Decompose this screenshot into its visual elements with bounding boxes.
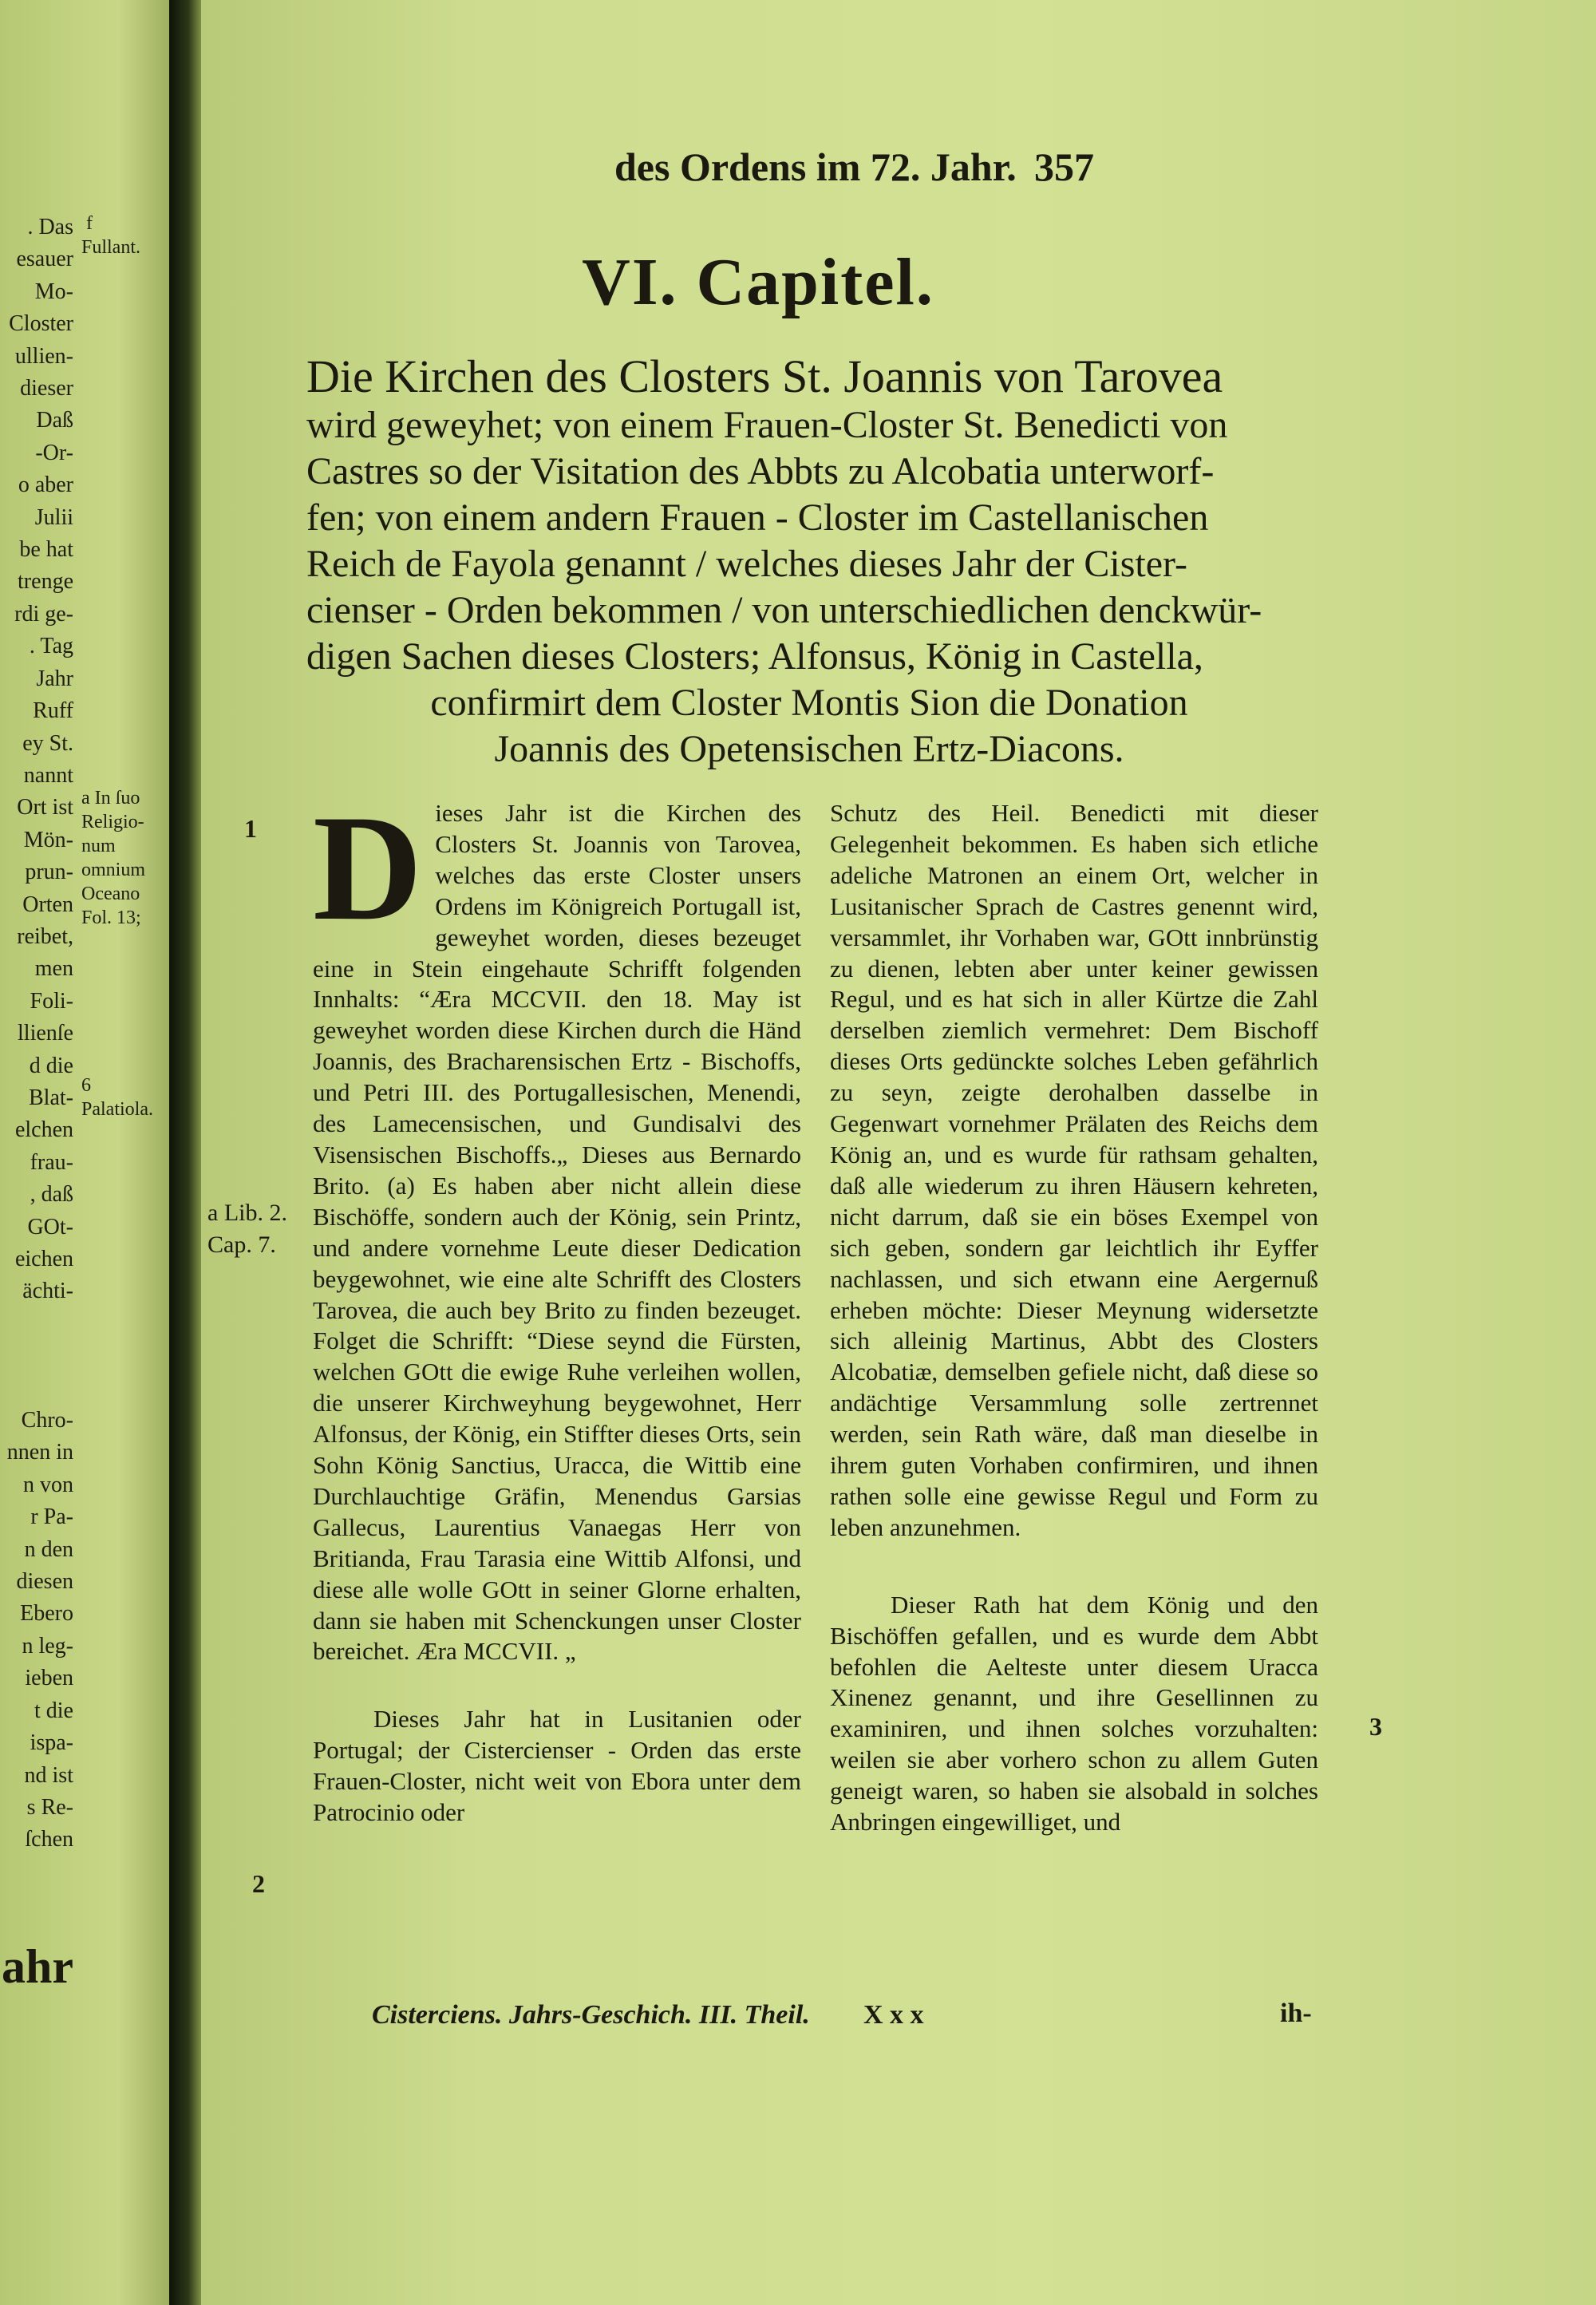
summary-line: digen Sachen dieses Closters; Alfonsus, König in Castella, xyxy=(306,635,1203,678)
margin-note-a xyxy=(207,1197,287,1261)
paragraph-1 xyxy=(313,785,801,1667)
paragraph-1-text: ieses Jahr ist die Kirchen des Closters St. Joannis von Tarovea, welches das erste Closter unsers Ordens im Königreich Portugall ist, geweyhet worden, dieses bezeuget eine in Stein eingehaute Schrifft folgenden Innhalts: “Æra MCCVII. den 18. May ist geweyhet worden diese Kirchen durch die Händ Joannis, des Bracharensischen Ertz - Bischoffs, und Petri III. des Portugallesischen, Menendi, des Lamecensischen, und Gundisalvi des Visensischen Bischoffs.„ Dieses aus Bernardo Brito. (a) Es haben aber nicht allein diese Bischöffe, sondern auch der König, sein Printz, und andere vornehme Leute dieser Dedication beygewohnet, wie eine alte Schrifft des Closters Tarovea, die auch bey Brito zu finden bezeuget. Folget die Schrifft: “Diese seynd die Fürsten, welchen GOtt die ewige Ruhe verleihen wollen, die unserer Kirchweyhung beygewohnet, Herr Alfonsus, der König, ein Stiffter dieses Orts, sein Sohn König Sanctius, Uracca, die Wittib eine Durchlauchtige Gräfin, Menendus Garsias Gallecus, Laurentius Vanaegas Herr von Britianda, Frau Tarasia eine Wittib Alfonsi, und diese alle wolle GOtt in seiner Glorne erhalten, dann sie haben mit Schenckungen unser Closter bereichet. Æra MCCVII. „ xyxy=(313,799,801,1666)
paragraph-1-continued: Schutz des Heil. Benedicti mit dieser Gelegenheit bekommen. Es haben sich etliche adeliche Matronen an einem Ort, welcher in Lusitanischer Sprach de Castres genennt wird, versammlet, ihr Vorhaben war, GOtt innbrünstig zu dienen, lebten aber unter keiner gewissen Regul, und es hat sich in aller Kürtze die Zahl derselben ziemlich vermehret: Dem Bischoff dieses Orts gedünckte solches Leben gefährlich zu seyn, zeigte derohalben dasselbe in Gegenwart vornehmer Prälaten des Reichs dem König an, und es wurde für rathsam gehalten, daß alle wiederum zu ihren Häusern kehreten, nicht darrum, daß sie ein böses Exempel von sich geben, sondern gar leichtlich ihr Eyffer nachlassen, und sich etwann eine Aergernuß erheben möchte: Dieser Meynung widersetzte sich alleinig Martinus, Abbt des Closters Alcobatiæ, demselben gefiele nicht, daß diese so andächtige Versammlung solle zertrennet werden, sein Rath wäre, daß man dieselbe in ihrem guten Vorhaben confirmiren, und ihnen rathen solle eine gewisse Regul und Form zu leben anzunehmen. xyxy=(830,799,1318,1541)
left-column xyxy=(313,785,801,1829)
chapter-summary xyxy=(306,351,1312,773)
summary-line: confirmirt dem Closter Montis Sion die Donation xyxy=(430,682,1188,724)
running-head-title: des Ordens im 72. Jahr. xyxy=(614,144,1017,189)
paragraph-number-2: 2 xyxy=(252,1869,265,1898)
catchword: ih- xyxy=(1280,1999,1312,2028)
previous-page-text: . Das esauer Mo- Closter ullien- dieser Daß -Or- o aber Julii be hat trenge rdi ge- . Tag Jahr Ruff ey St. nannt Ort ist Mön- prun- Orten reibet, men Foli- llienſe d die Blat- elchen frau- , daß GOt- eichen ächti- Chro- nnen in n von r Pa- n den diesen Ebero n leg- ieben t die ispa- nd ist s Re- ſchen xyxy=(6,215,73,1852)
page-number: 357 xyxy=(1034,144,1094,189)
paragraph-3: Dieser Rath hat dem König und den Bischöffen gefallen, und es wurde dem Abbt befohlen die Aelteste unter diesem Uracca Xinenez genannt, und ihre Gesellinnen zu examiniren, und ihnen solches vorzuhalten: weilen sie aber vorhero schon zu allem Guten geneigt waren, so haben sie alsobald in solches Anbringen eingewilliget, und xyxy=(830,1590,1318,1836)
signature-mark: X x x xyxy=(863,2000,924,2030)
margin-note-cap: Cap. 7. xyxy=(207,1232,276,1258)
drop-cap: D xyxy=(313,785,423,952)
summary-line: Castres so der Visitation des Abbts zu Alcobatia unterworf- xyxy=(306,450,1215,492)
paragraph-number-1: 1 xyxy=(244,814,257,843)
summary-line: cienser - Orden bekommen / von unterschiedlichen denckwür- xyxy=(306,589,1262,631)
paragraph-number-3: 3 xyxy=(1369,1712,1382,1741)
previous-page-margin-notes: f Fullant. a In ſuo Religio- num omnium Oceano Fol. 13; 6 Palatiola. xyxy=(81,213,153,1120)
previous-page-edge xyxy=(0,0,169,2305)
chapter-title: VI. Capitel. xyxy=(582,245,934,319)
summary-line: fen; von einem andern Frauen - Closter im Castellanischen xyxy=(306,496,1209,539)
summary-line: Joannis des Opetensischen Ertz-Diacons. xyxy=(494,728,1124,770)
margin-note-mark: a Lib. 2. xyxy=(207,1200,287,1226)
footer-signature-line: Cisterciens. Jahrs-Geschich. III. Theil. xyxy=(372,2000,810,2030)
right-column xyxy=(830,798,1318,1838)
previous-page-catchword: ahr xyxy=(2,1940,73,1993)
book-gutter xyxy=(169,0,201,2305)
summary-line: wird geweyhet; von einem Frauen-Closter St. Benedicti von xyxy=(306,404,1228,446)
summary-line: Die Kirchen des Closters St. Joannis von Tarovea xyxy=(306,350,1223,402)
paragraph-2: Dieses Jahr hat in Lusitanien oder Portugal; der Cistercienser - Orden das erste Frauen-Closter, nicht weit von Ebora unter dem Patrocinio oder xyxy=(313,1705,801,1827)
summary-line: Reich de Fayola genannt / welches dieses Jahr der Cister- xyxy=(306,543,1188,585)
